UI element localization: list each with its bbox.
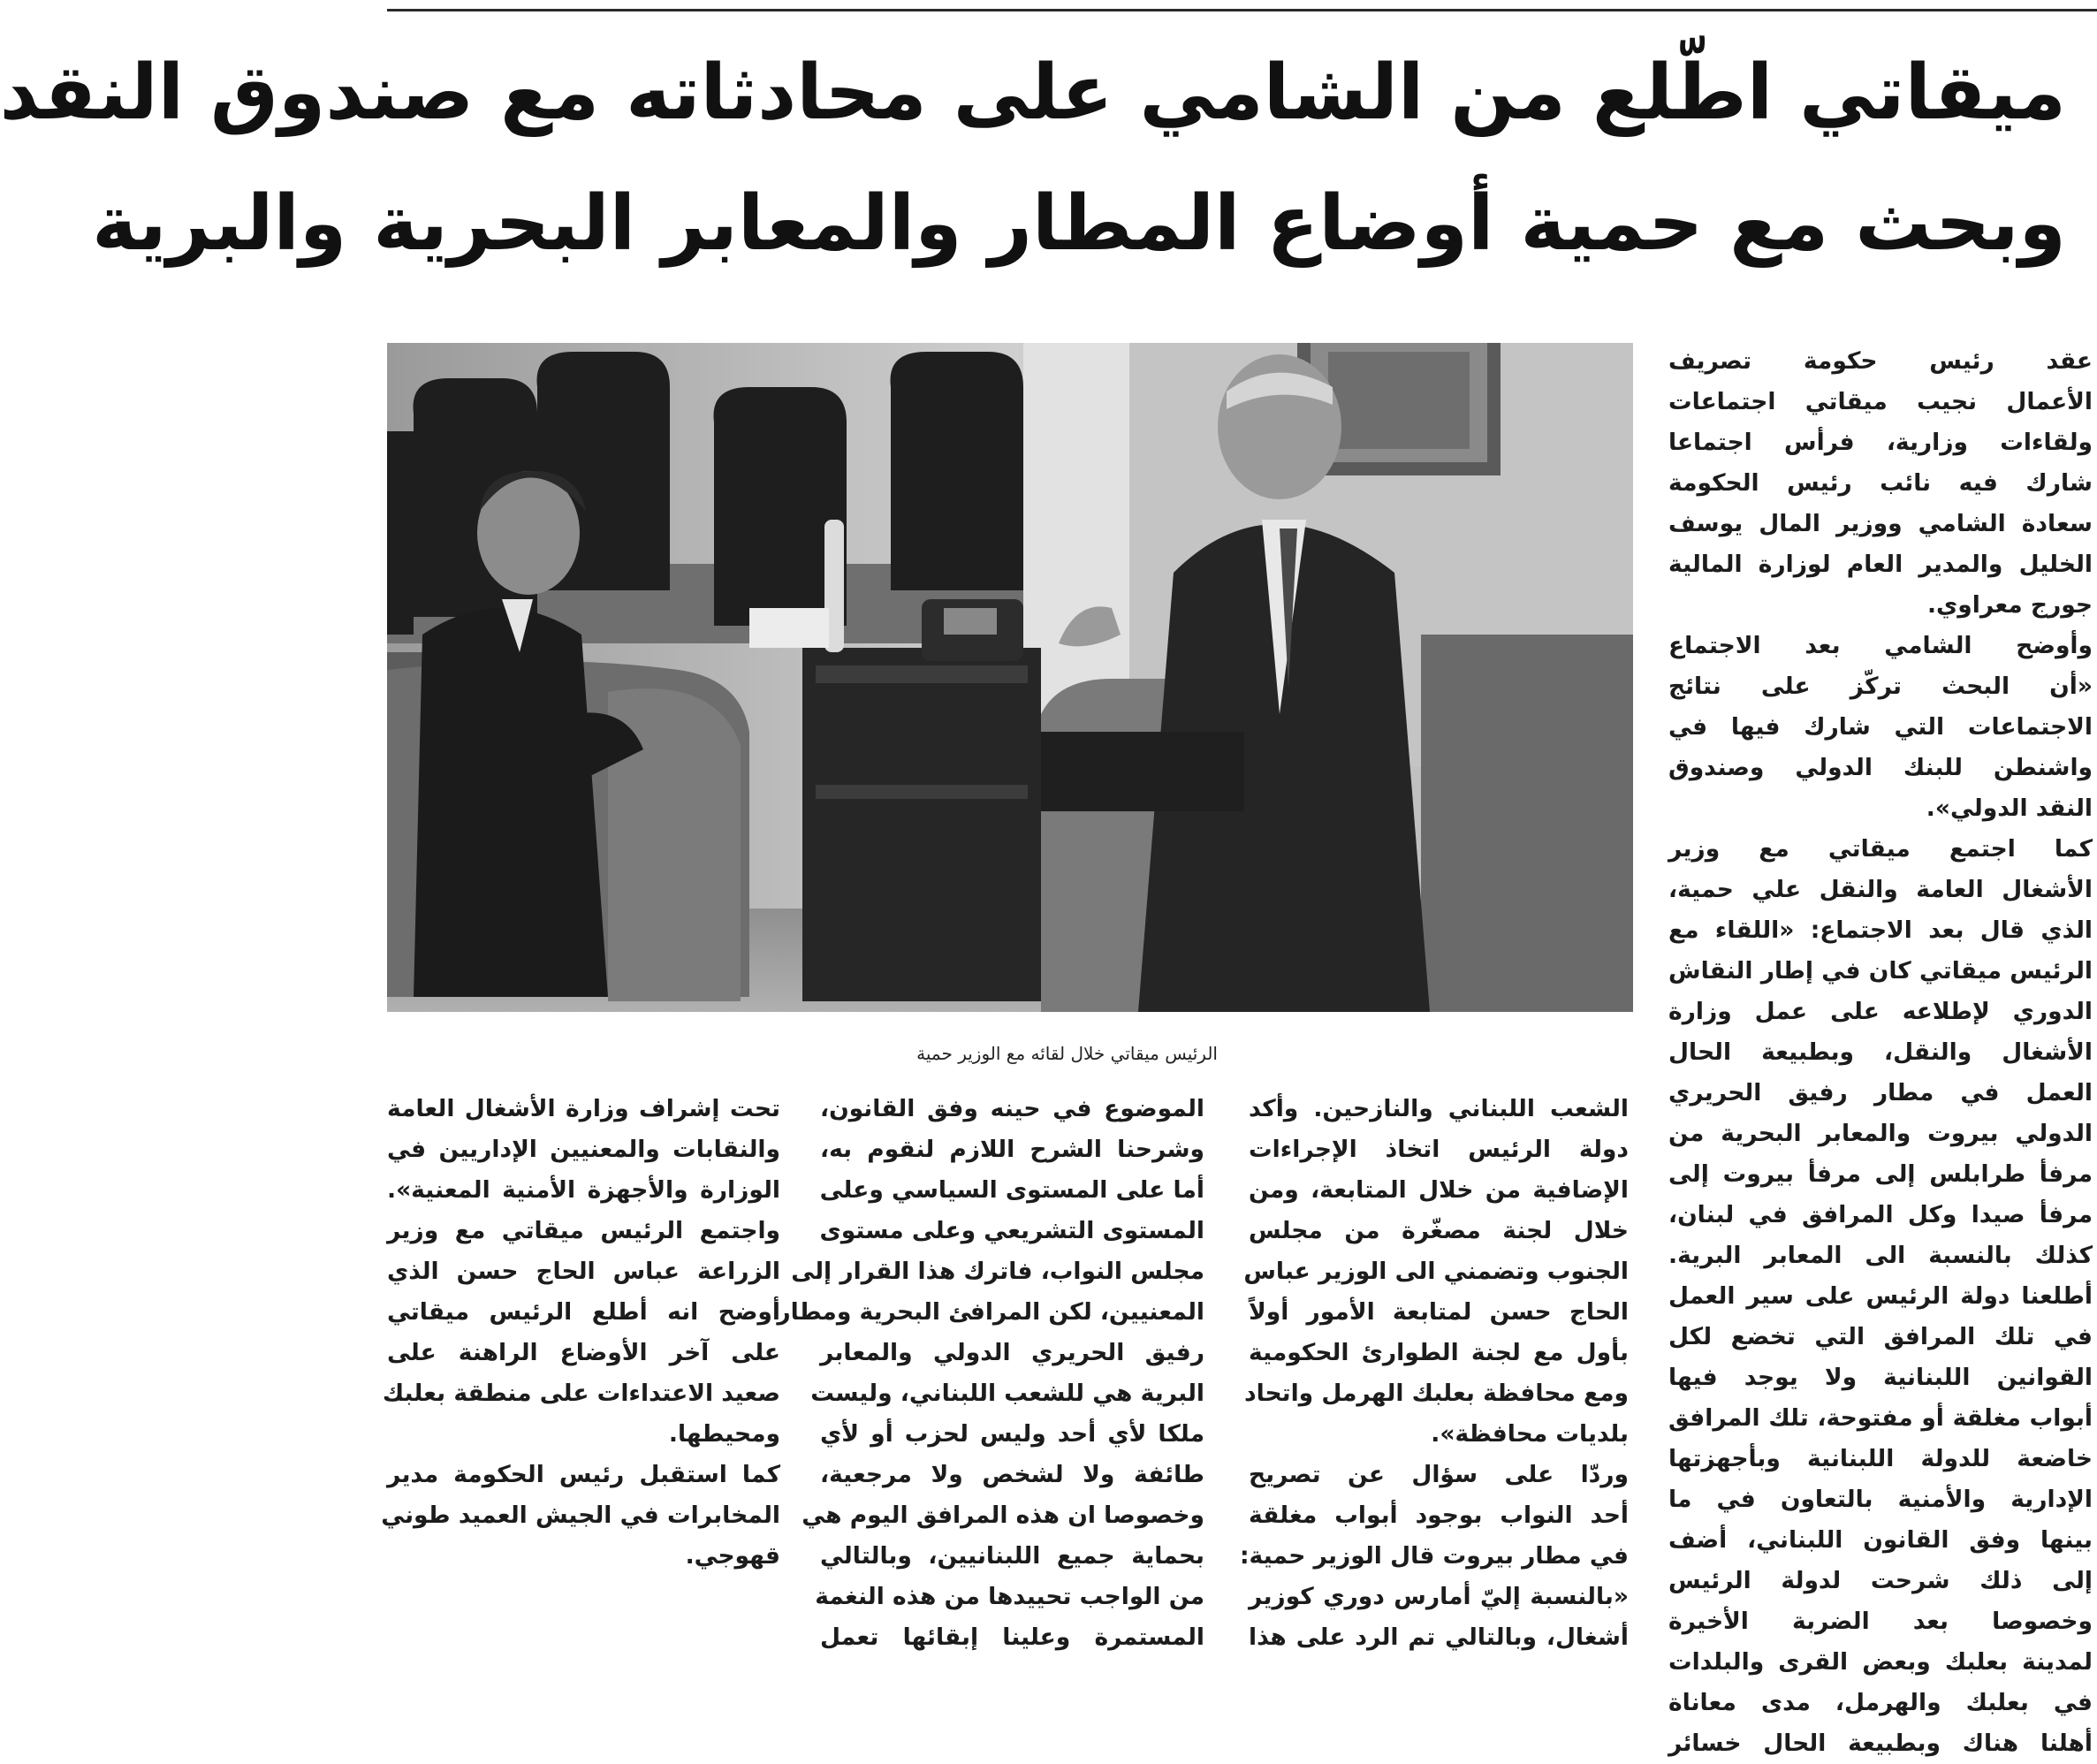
text-line: والنقابات والمعنيين الإداريين في	[387, 1136, 780, 1163]
text-line: عقد رئيس حكومة تصريف	[1668, 347, 2093, 375]
article-column-b	[777, 1089, 1204, 1658]
top-rule	[387, 9, 2097, 11]
text-line: الزراعة عباس الحاج حسن الذي	[387, 1258, 780, 1285]
text-line: صعيد الاعتداءات على منطقة بعلبك	[382, 1380, 780, 1407]
text-line: الأشغال العامة والنقل علي حمية،	[1668, 876, 2093, 903]
text-line: البرية هي للشعب اللبناني، وليست	[810, 1380, 1204, 1407]
text-line: الخليل والمدير العام لوزارة المالية	[1668, 551, 2093, 578]
text-line: الإضافية من خلال المتابعة، ومن	[1249, 1176, 1629, 1204]
text-line: كذلك بالنسبة الى المعابر البرية.	[1668, 1242, 2093, 1269]
text-line: العمل في مطار رفيق الحريري	[1668, 1079, 2093, 1106]
text-line: الحاج حسن لمتابعة الأمور أولاً	[1249, 1298, 1629, 1326]
text-line: طائفة ولا لشخص ولا مرجعية،	[820, 1461, 1204, 1488]
text-line: أبواب مغلقة أو مفتوحة، تلك المرافق	[1668, 1404, 2093, 1432]
text-line: المخابرات في الجيش العميد طوني	[381, 1502, 780, 1529]
text-line: الشعب اللبناني والنازحين. وأكد	[1249, 1095, 1629, 1122]
text-line: الرئيس ميقاتي كان في إطار النقاش	[1668, 957, 2093, 985]
text-line: أحد النواب بوجود أبواب مغلقة	[1249, 1502, 1629, 1529]
text-line: الأشغال والنقل، وبطبيعة الحال	[1668, 1038, 2093, 1066]
text-line: ومحيطها.	[668, 1420, 780, 1448]
headline-line-1: ميقاتي اطّلع من الشامي على محادثاته مع صندوق النقد	[0, 49, 2066, 137]
article-column-c	[381, 1089, 780, 1577]
text-line: كما اجتمع ميقاتي مع وزير	[1668, 835, 2093, 863]
text-line: أوضح انه أطلع الرئيس ميقاتي	[387, 1298, 780, 1326]
text-line: الذي قال بعد الاجتماع: «اللقاء مع	[1668, 916, 2093, 944]
text-line: جورج معراوي.	[1926, 591, 2093, 619]
text-line: واشنطن للبنك الدولي وصندوق	[1668, 754, 2093, 781]
text-line: وشرحنا الشرح اللازم لنقوم به،	[820, 1136, 1204, 1163]
text-line: المعنيين، لكن المرافئ البحرية ومطار	[777, 1298, 1204, 1326]
text-line: الدوري لإطلاعه على عمل وزارة	[1668, 998, 2093, 1025]
text-line: النقد الدولي».	[1926, 795, 2093, 822]
text-line: في مطار بيروت قال الوزير حمية:	[1239, 1542, 1629, 1570]
text-line: «بالنسبة إليّ أمارس دوري كوزير	[1249, 1583, 1629, 1610]
text-line: بينها وفق القانون اللبناني، أضف	[1668, 1526, 2093, 1554]
text-line: أشغال، وبالتالي تم الرد على هذا	[1249, 1623, 1629, 1651]
article-photo	[387, 343, 1633, 1012]
text-line: المستمرة وعلينا إبقائها تعمل	[820, 1623, 1204, 1651]
text-line: الأعمال نجيب ميقاتي اجتماعات	[1668, 388, 2093, 415]
text-line: لمدينة بعلبك وبعض القرى والبلدات	[1668, 1648, 2093, 1676]
text-line: ملكا لأي أحد وليس لحزب أو لأي	[820, 1420, 1204, 1448]
text-line: قهوجي.	[685, 1542, 780, 1570]
text-line: كما استقبل رئيس الحكومة مدير	[387, 1461, 780, 1488]
text-line: بحماية جميع اللبنانيين، وبالتالي	[820, 1542, 1204, 1570]
text-line: مرفأ صيدا وكل المرافق في لبنان،	[1668, 1201, 2093, 1228]
text-line: بلديات محافظة».	[1431, 1420, 1629, 1448]
text-line: سعادة الشامي ووزير المال يوسف	[1668, 510, 2093, 537]
article-column-right	[1668, 341, 2093, 1764]
article-column-a	[1239, 1089, 1629, 1658]
text-line: من الواجب تحييدها من هذه النغمة	[815, 1583, 1204, 1610]
text-line: وأوضح الشامي بعد الاجتماع	[1668, 632, 2093, 659]
text-line: في تلك المرافق التي تخضع لكل	[1668, 1323, 2093, 1350]
text-line: الاجتماعات التي شارك فيها في	[1668, 713, 2093, 741]
text-line: شارك فيه نائب رئيس الحكومة	[1668, 469, 2093, 497]
text-line: الإدارية والأمنية بالتعاون في ما	[1668, 1486, 2093, 1513]
headline-line-2: وبحث مع حمية أوضاع المطار والمعابر البحرية والبرية	[92, 179, 2066, 268]
text-line: واجتمع الرئيس ميقاتي مع وزير	[387, 1217, 780, 1244]
text-line: خلال لجنة مصغّرة من مجلس	[1249, 1217, 1629, 1244]
text-line: أما على المستوى السياسي وعلى	[819, 1176, 1204, 1204]
text-line: إلى ذلك شرحت لدولة الرئيس	[1668, 1567, 2093, 1594]
text-line: القوانين اللبنانية ولا يوجد فيها	[1668, 1364, 2093, 1391]
text-line: مجلس النواب، فاترك هذا القرار إلى	[791, 1258, 1204, 1285]
text-line: الوزارة والأجهزة الأمنية المعنية».	[387, 1176, 780, 1204]
text-line: الموضوع في حينه وفق القانون،	[820, 1095, 1204, 1122]
text-line: تحت إشراف وزارة الأشغال العامة	[387, 1095, 780, 1122]
text-line: أهلنا هناك وبطبيعة الحال خسائر	[1668, 1730, 2093, 1757]
text-line: وخصوصا ان هذه المرافق اليوم هي	[802, 1502, 1204, 1529]
text-line: الجنوب وتضمني الى الوزير عباس	[1243, 1258, 1629, 1285]
text-line: بأول مع لجنة الطوارئ الحكومية	[1249, 1339, 1629, 1366]
text-line: المستوى التشريعي وعلى مستوى	[819, 1217, 1204, 1244]
text-line: دولة الرئيس اتخاذ الإجراءات	[1249, 1136, 1629, 1163]
text-line: ومع محافظة بعلبك الهرمل واتحاد	[1243, 1380, 1629, 1407]
text-line: «أن البحث تركّز على نتائج	[1668, 673, 2093, 700]
text-line: الدولي بيروت والمعابر البحرية من	[1668, 1120, 2093, 1147]
text-line: خاضعة للدولة اللبنانية وبأجهزتها	[1668, 1445, 2093, 1472]
text-line: ولقاءات وزارية، فرأس اجتماعا	[1668, 429, 2093, 456]
photo-caption: الرئيس ميقاتي خلال لقائه مع الوزير حمية	[916, 1043, 1218, 1064]
text-line: رفيق الحريري الدولي والمعابر	[820, 1339, 1204, 1366]
text-line: على آخر الأوضاع الراهنة على	[387, 1339, 780, 1366]
text-line: في بعلبك والهرمل، مدى معاناة	[1668, 1689, 2093, 1716]
text-line: أطلعنا دولة الرئيس على سير العمل	[1668, 1282, 2093, 1310]
text-line: وخصوصا بعد الضربة الأخيرة	[1668, 1608, 2093, 1635]
text-line: وردّا على سؤال عن تصريح	[1249, 1461, 1629, 1488]
text-line: مرفأ طرابلس إلى مرفأ بيروت إلى	[1668, 1160, 2093, 1188]
